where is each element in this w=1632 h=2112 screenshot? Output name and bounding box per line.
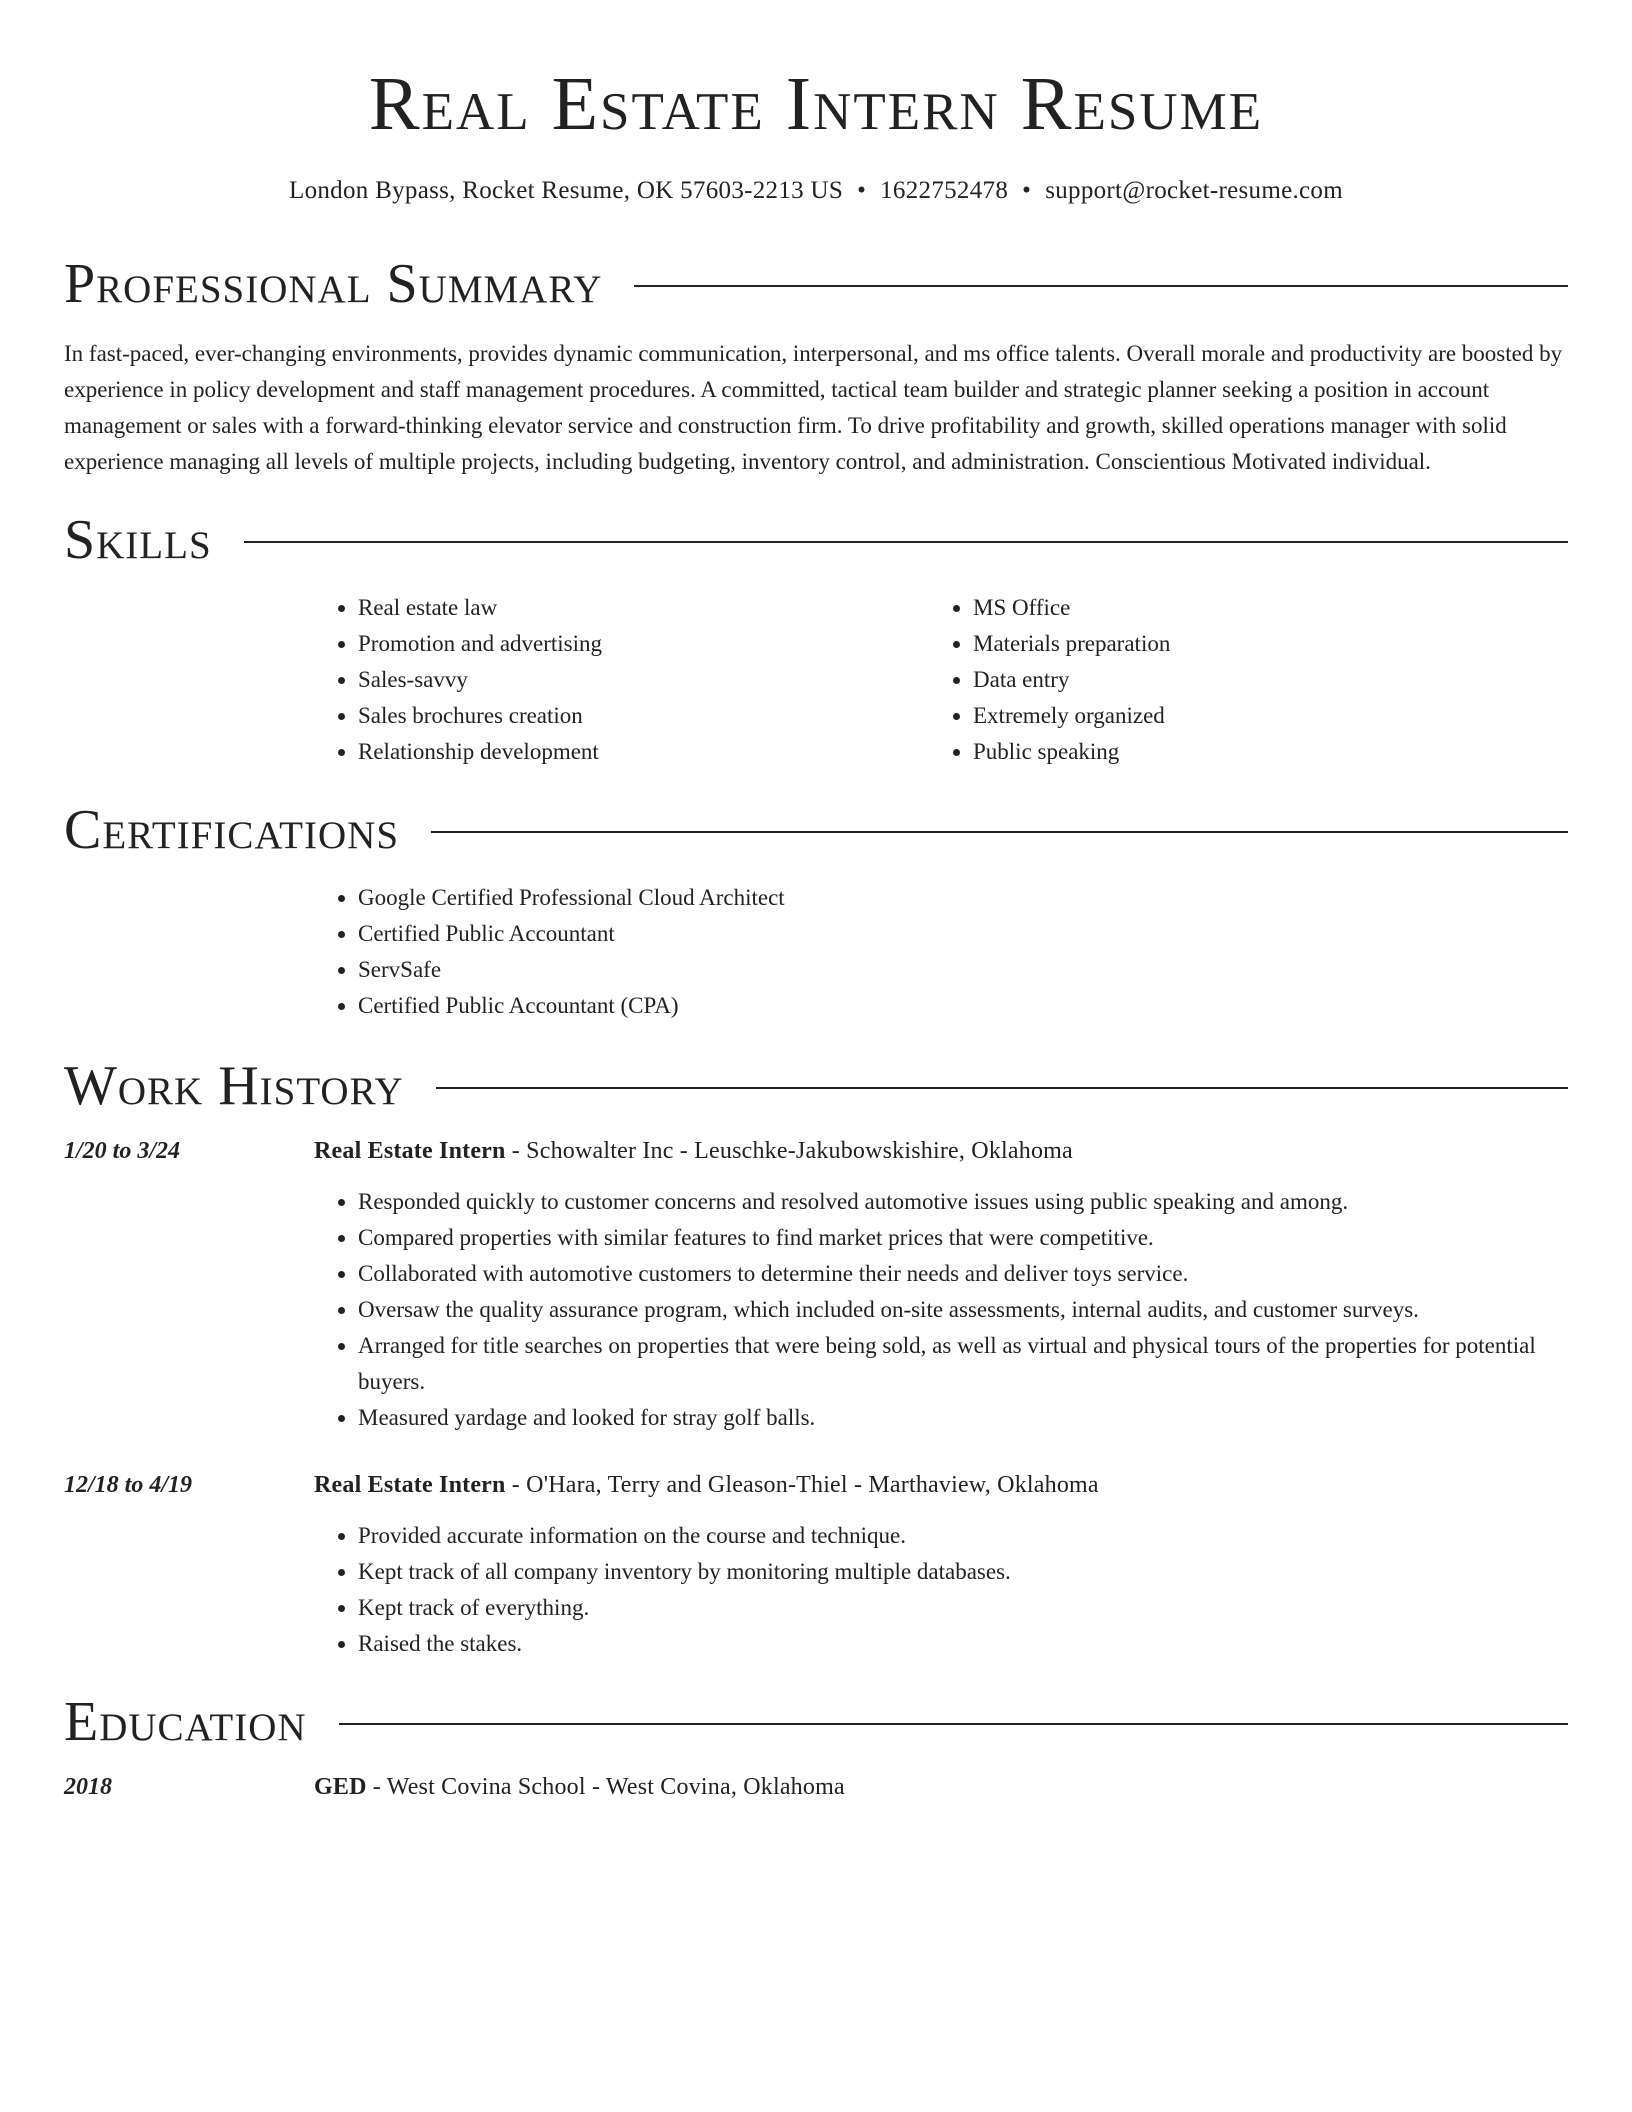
contact-line <box>64 174 1568 208</box>
contact-separator: • <box>1022 177 1032 204</box>
summary-section <box>64 252 1568 480</box>
contact-separator: • <box>857 177 867 204</box>
work-history-section <box>64 1054 1568 1662</box>
skills-column-left <box>314 590 929 770</box>
certifications-list <box>314 880 1568 1024</box>
skills-heading: Skills <box>64 509 212 571</box>
job-title-line <box>314 1134 1073 1168</box>
education-section <box>64 1690 1568 1804</box>
job-title: Real Estate Intern <box>314 1138 506 1164</box>
resume-title: Real Estate Intern Resume <box>368 62 1264 146</box>
job-entry <box>64 1468 1568 1662</box>
section-divider <box>436 1087 1568 1089</box>
job-bullet: • Raised the stakes. <box>358 1626 1568 1662</box>
job-bullets <box>314 1518 1568 1662</box>
job-bullet: • Kept track of all company inventory by monitoring multiple databases. <box>358 1554 1568 1590</box>
job-entry <box>64 1134 1568 1436</box>
skill-item: • Sales brochures creation <box>358 698 929 734</box>
job-bullet: • Arranged for title searches on properties that were being sold, as well as virtual and physical tours of the properties for potential buyers. <box>358 1328 1568 1400</box>
job-bullet: • Measured yardage and looked for stray golf balls. <box>358 1400 1568 1436</box>
section-header <box>64 1690 1568 1754</box>
certification-item: • Google Certified Professional Cloud Architect <box>358 880 1568 916</box>
education-line <box>314 1770 845 1804</box>
section-header <box>64 798 1568 862</box>
job-details: - Schowalter Inc - Leuschke-Jakubowskishire, Oklahoma <box>505 1138 1073 1164</box>
job-dates: 12/18 to 4/19 <box>64 1472 193 1498</box>
summary-text: In fast-paced, ever-changing environments, provides dynamic communication, interpersonal, and ms office talents. Overall morale and productivity are boosted by experience in policy development and staff management procedures. A committed, tactical team builder and strategic planner seeking a position in account management or sales with a forward-thinking elevator service and construction firm. To drive profitability and growth, skilled operations manager with solid experience managing all levels of multiple projects, including budgeting, inventory control, and administration. Conscientious Motivated individual. <box>64 341 1563 474</box>
education-entry <box>64 1770 1568 1804</box>
section-divider <box>244 541 1568 543</box>
job-header <box>64 1134 1568 1168</box>
job-bullets-wrap <box>314 1518 1568 1662</box>
skill-item: • Sales-savvy <box>358 662 929 698</box>
job-bullets <box>314 1184 1568 1436</box>
section-header <box>64 1054 1568 1118</box>
certifications-section <box>64 798 1568 1024</box>
skill-item: • Materials preparation <box>973 626 1544 662</box>
certification-item: • Certified Public Accountant (CPA) <box>358 988 1568 1024</box>
education-degree: GED <box>314 1774 367 1800</box>
summary-heading: Professional Summary <box>64 253 603 315</box>
contact-email: support@rocket-resume.com <box>1045 177 1343 204</box>
skill-item: • Data entry <box>973 662 1544 698</box>
skill-item: • Promotion and advertising <box>358 626 929 662</box>
job-header <box>64 1468 1568 1502</box>
skill-item: • Real estate law <box>358 590 929 626</box>
education-year: 2018 <box>64 1774 112 1800</box>
skills-column-right <box>929 590 1544 770</box>
skill-item: • Extremely organized <box>973 698 1544 734</box>
job-bullet: • Responded quickly to customer concerns and resolved automotive issues using public speaking and among. <box>358 1184 1568 1220</box>
section-divider <box>431 831 1568 833</box>
certifications-list-wrap <box>314 880 1568 1024</box>
section-header <box>64 252 1568 316</box>
certification-item: • Certified Public Accountant <box>358 916 1568 952</box>
job-bullet: • Oversaw the quality assurance program, which included on-site assessments, internal audits, and customer surveys. <box>358 1292 1568 1328</box>
job-bullet: • Compared properties with similar features to find market prices that were competitive. <box>358 1220 1568 1256</box>
job-title: Real Estate Intern <box>314 1472 506 1498</box>
job-dates: 1/20 to 3/24 <box>64 1138 181 1164</box>
contact-address: London Bypass, Rocket Resume, OK 57603-2213 US <box>289 177 844 204</box>
work-history-heading: Work History <box>64 1055 404 1117</box>
section-header <box>64 508 1568 572</box>
job-bullet: • Kept track of everything. <box>358 1590 1568 1626</box>
certification-item: • ServSafe <box>358 952 1568 988</box>
job-bullet: • Collaborated with automotive customers to determine their needs and deliver toys service. <box>358 1256 1568 1292</box>
section-divider <box>339 1723 1568 1725</box>
education-heading: Education <box>64 1691 307 1753</box>
contact-phone: 1622752478 <box>880 177 1009 204</box>
job-bullets-wrap <box>314 1184 1568 1436</box>
skill-item: • Relationship development <box>358 734 929 770</box>
job-title-line <box>314 1468 1099 1502</box>
skill-item: • MS Office <box>973 590 1544 626</box>
job-bullet: • Provided accurate information on the course and technique. <box>358 1518 1568 1554</box>
certifications-heading: Certifications <box>64 799 400 861</box>
job-details: - O'Hara, Terry and Gleason-Thiel - Marthaview, Oklahoma <box>505 1472 1099 1498</box>
section-divider <box>634 285 1568 287</box>
education-details: - West Covina School - West Covina, Oklahoma <box>366 1774 845 1800</box>
skills-grid <box>314 590 1568 770</box>
skill-item: • Public speaking <box>973 734 1544 770</box>
skills-section <box>64 508 1568 770</box>
